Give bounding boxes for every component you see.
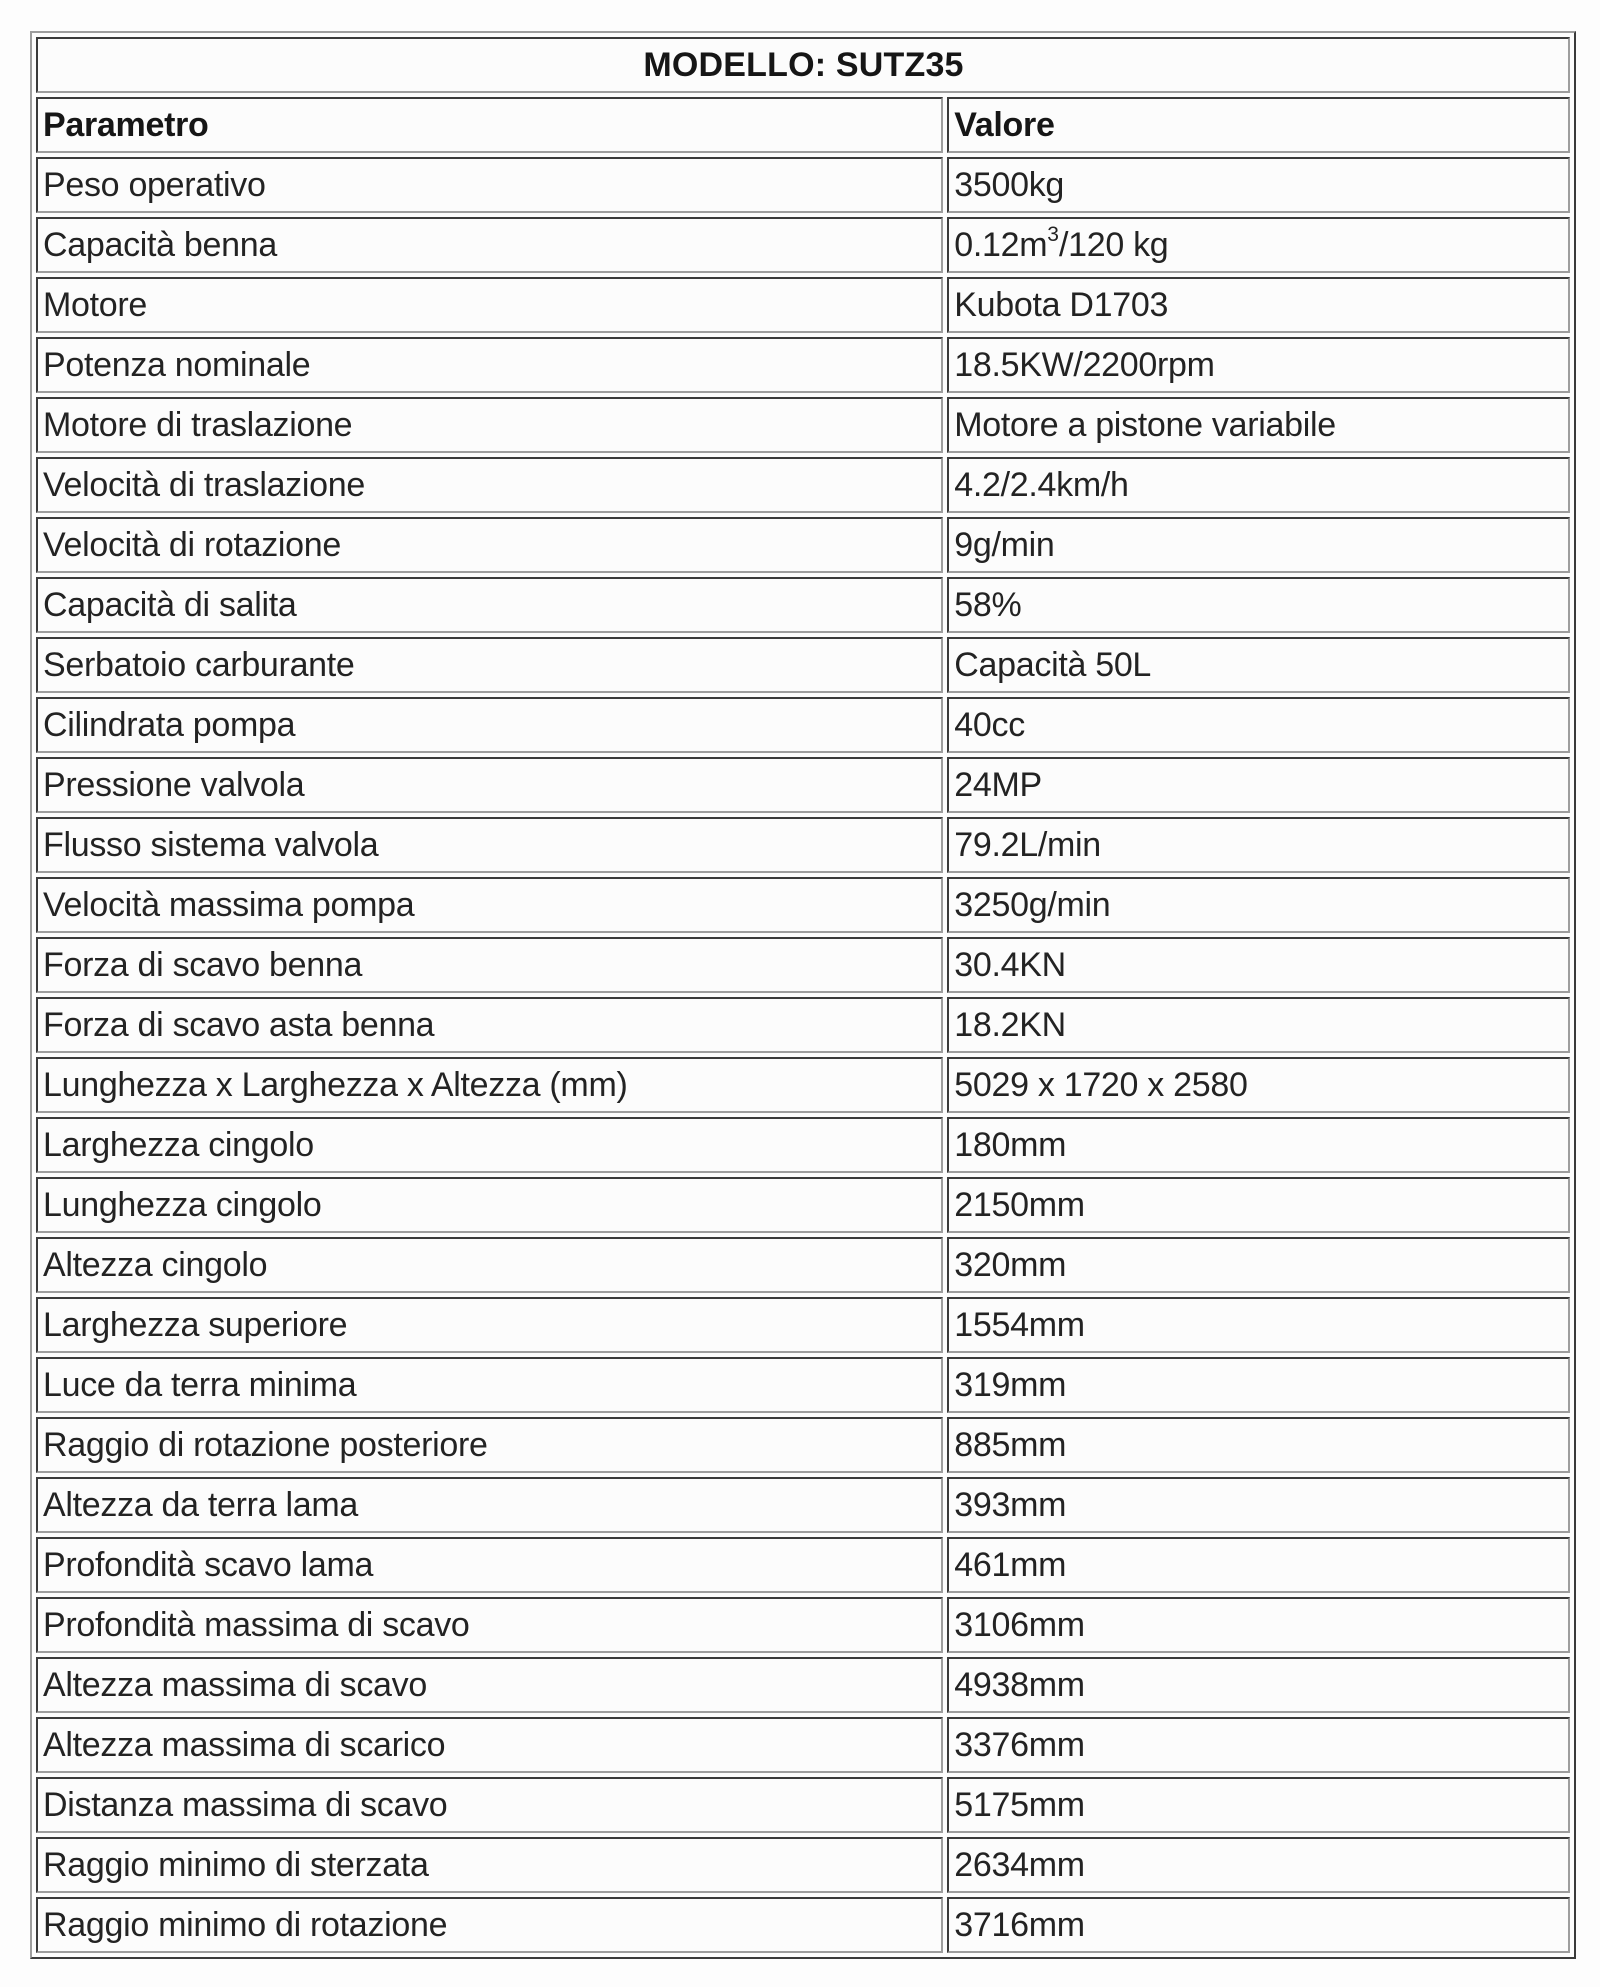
param-cell: Motore (36, 277, 943, 333)
param-cell: Capacità benna (36, 217, 943, 273)
param-cell: Luce da terra minima (36, 1357, 943, 1413)
table-row (36, 997, 1570, 1053)
value-cell: 5029 x 1720 x 2580 (947, 1057, 1570, 1113)
param-cell: Raggio di rotazione posteriore (36, 1417, 943, 1473)
table-row (36, 1777, 1570, 1833)
param-cell: Profondità massima di scavo (36, 1597, 943, 1653)
param-cell: Raggio minimo di rotazione (36, 1897, 943, 1953)
param-cell: Potenza nominale (36, 337, 943, 393)
value-cell: 3716mm (947, 1897, 1570, 1953)
value-cell: 2634mm (947, 1837, 1570, 1893)
table-row (36, 1237, 1570, 1293)
column-header-parametro: Parametro (36, 97, 943, 153)
table-row (36, 1717, 1570, 1773)
column-header-valore: Valore (947, 97, 1570, 153)
table-row (36, 937, 1570, 993)
value-cell: 58% (947, 577, 1570, 633)
value-cell: 2150mm (947, 1177, 1570, 1233)
param-cell: Flusso sistema valvola (36, 817, 943, 873)
table-row (36, 157, 1570, 213)
param-cell: Larghezza superiore (36, 1297, 943, 1353)
table-row (36, 517, 1570, 573)
param-cell: Forza di scavo benna (36, 937, 943, 993)
param-cell: Peso operativo (36, 157, 943, 213)
param-cell: Altezza cingolo (36, 1237, 943, 1293)
value-cell: 18.2KN (947, 997, 1570, 1053)
value-cell: Kubota D1703 (947, 277, 1570, 333)
value-cell: 180mm (947, 1117, 1570, 1173)
value-cell: 885mm (947, 1417, 1570, 1473)
table-row (36, 577, 1570, 633)
table-row (36, 1897, 1570, 1953)
param-cell: Serbatoio carburante (36, 637, 943, 693)
value-cell: Capacità 50L (947, 637, 1570, 693)
value-cell: 79.2L/min (947, 817, 1570, 873)
table-row (36, 1297, 1570, 1353)
table-row (36, 1477, 1570, 1533)
param-cell: Altezza da terra lama (36, 1477, 943, 1533)
value-cell: 393mm (947, 1477, 1570, 1533)
table-row (36, 1837, 1570, 1893)
table-row (36, 397, 1570, 453)
param-cell: Cilindrata pompa (36, 697, 943, 753)
value-cell: 9g/min (947, 517, 1570, 573)
table-row (36, 877, 1570, 933)
param-cell: Larghezza cingolo (36, 1117, 943, 1173)
table-row (36, 457, 1570, 513)
param-cell: Lunghezza x Larghezza x Altezza (mm) (36, 1057, 943, 1113)
spec-table (30, 31, 1576, 1959)
value-cell: 4938mm (947, 1657, 1570, 1713)
table-row (36, 1537, 1570, 1593)
value-cell: $0.12m^3/120$ kg (947, 217, 1570, 273)
param-cell: Altezza massima di scarico (36, 1717, 943, 1773)
table-row (36, 817, 1570, 873)
table-row (36, 277, 1570, 333)
table-row (36, 1177, 1570, 1233)
param-cell: Pressione valvola (36, 757, 943, 813)
value-cell: 4.2/2.4km/h (947, 457, 1570, 513)
value-cell: 461mm (947, 1537, 1570, 1593)
table-row (36, 757, 1570, 813)
table-row (36, 217, 1570, 273)
table-row (36, 1357, 1570, 1413)
value-cell: 5175mm (947, 1777, 1570, 1833)
param-cell: Profondità scavo lama (36, 1537, 943, 1593)
param-cell: Distanza massima di scavo (36, 1777, 943, 1833)
table-row (36, 1417, 1570, 1473)
value-cell: 3106mm (947, 1597, 1570, 1653)
value-cell: 3250g/min (947, 877, 1570, 933)
table-row (36, 637, 1570, 693)
param-cell: Velocità massima pompa (36, 877, 943, 933)
table-row (36, 1597, 1570, 1653)
title-row (36, 37, 1570, 93)
param-cell: Velocità di rotazione (36, 517, 943, 573)
value-cell: 320mm (947, 1237, 1570, 1293)
value-cell: 3500kg (947, 157, 1570, 213)
param-cell: Motore di traslazione (36, 397, 943, 453)
table-row (36, 337, 1570, 393)
header-row (36, 97, 1570, 153)
table-row (36, 1057, 1570, 1113)
param-cell: Raggio minimo di sterzata (36, 1837, 943, 1893)
value-cell: 319mm (947, 1357, 1570, 1413)
value-cell: 1554mm (947, 1297, 1570, 1353)
table-row (36, 1657, 1570, 1713)
value-cell: 30.4KN (947, 937, 1570, 993)
param-cell: Forza di scavo asta benna (36, 997, 943, 1053)
table-row (36, 697, 1570, 753)
value-cell: 18.5KW/2200rpm (947, 337, 1570, 393)
param-cell: Velocità di traslazione (36, 457, 943, 513)
table-title: MODELLO: SUTZ35 (36, 37, 1570, 93)
table-row (36, 1117, 1570, 1173)
param-cell: Altezza massima di scavo (36, 1657, 943, 1713)
param-cell: Capacità di salita (36, 577, 943, 633)
value-cell: 40cc (947, 697, 1570, 753)
param-cell: Lunghezza cingolo (36, 1177, 943, 1233)
value-cell: 3376mm (947, 1717, 1570, 1773)
value-cell: Motore a pistone variabile (947, 397, 1570, 453)
value-cell: 24MP (947, 757, 1570, 813)
